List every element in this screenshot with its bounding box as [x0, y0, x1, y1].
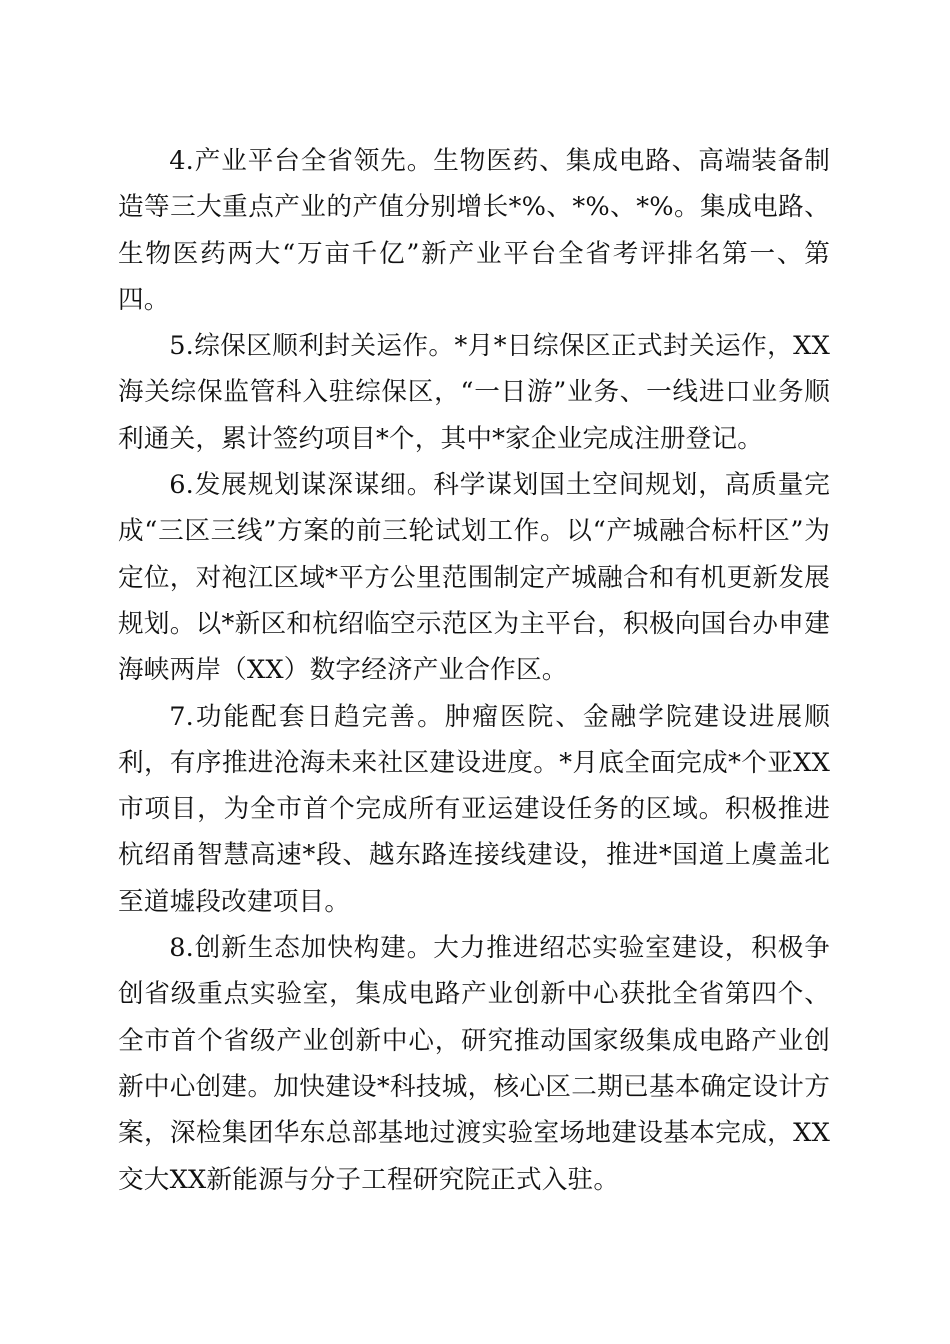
paragraph-industry-platform: 4.产业平台全省领先。生物医药、集成电路、高端装备制造等三大重点产业的产值分别增长*%、*%、*%。集成电路、生物医药两大“万亩千亿”新产业平台全省考评排名第一、第四。 — [118, 146, 830, 315]
paragraph-innovation-ecosystem: 8.创新生态加快构建。大力推进绍芯实验室建设，积极争创省级重点实验室，集成电路产业创新中心获批全省第四个、全市首个省级产业创新中心，研究推动国家级集成电路产业创新中心创建。加快建设*科技城，核心区二期已基本确定设计方案，深检集团华东总部基地过渡实验室场地建设基本完成，XX交大XX新能源与分子工程研究院正式入驻。 — [118, 933, 830, 1195]
paragraph-supporting-facilities: 7.功能配套日趋完善。肿瘤医院、金融学院建设进展顺利，有序推进沧海未来社区建设进度。*月底全面完成*个亚XX市项目，为全市首个完成所有亚运建设任务的区域。积极推进杭绍甬智慧高速*段、越东路连接线建设，推进*国道上虞盖北至道墟段改建项目。 — [118, 701, 830, 917]
paragraph-bonded-zone: 5.综保区顺利封关运作。*月*日综保区正式封关运作，XX海关综保监管科入驻综保区，“一日游”业务、一线进口业务顺利通关，累计签约项目*个，其中*家企业完成注册登记。 — [118, 331, 830, 454]
document-body — [118, 138, 830, 1203]
paragraph-development-planning: 6.发展规划谋深谋细。科学谋划国土空间规划，高质量完成“三区三线”方案的前三轮试划工作。以“产城融合标杆区”为定位，对袍江区域*平方公里范围制定产城融合和有机更新发展规划。以*新区和杭绍临空示范区为主平台，积极向国台办申建海峡两岸（XX）数字经济产业合作区。 — [118, 470, 830, 686]
